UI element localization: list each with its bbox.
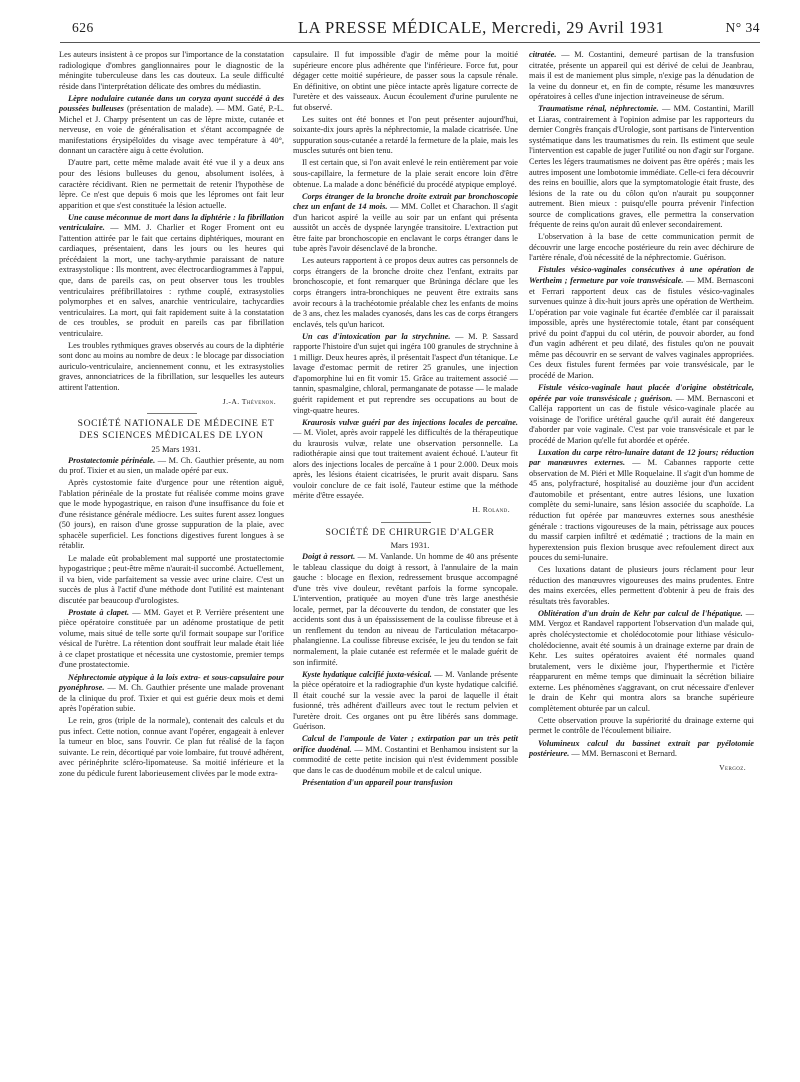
article-title: Présentation d'un appareil pour transfusion — [302, 778, 453, 788]
article-body: — M. Ch. Gauthier présente une malade provenant de la clinique du prof. Tixier et qui est guérie deux mois et demi après l'opération subie. — [59, 683, 284, 714]
article-title: Fistules vésico-vaginales consécutives à une opération de Wertheim ; fermeture par voie transvésicale. — [529, 265, 754, 285]
article-kraurosis — [293, 418, 518, 502]
article-title: Luxation du carpe rétro-lunaire datant de 12 jours; réduction par manœuvres externes. — [529, 447, 754, 468]
article-title: Corps étranger de la bronche droite extrait par bronchoscopie chez un enfant de 14 mois. — [293, 191, 518, 212]
issue-number: N° 34 — [725, 20, 760, 35]
article-title: Fistule vésico-vaginale haut placée d'origine obstétricale, opérée par voie transvésicale ; guérison. — [529, 382, 754, 403]
article-body: (présentation de malade). — MM. Gaté, P.-L. Michel et J. Charpy présentent un cas de lèpre mixte, cutanée et nerveuse, en voie de généralisation et s'étant accompagnée de manifestations érysipéloïdes du visage avec température à 40°, donnant un caractère aigu à cette évolution. — [59, 104, 284, 156]
article-title: citratée. — [529, 50, 557, 59]
article-strychnine — [293, 332, 518, 416]
signature: H. Roland. — [472, 504, 510, 514]
column-3 — [529, 50, 754, 779]
article-body: — MM. Bernasconi et Ferrari rapportent deux cas de fistules vésico-vaginales survenues quinze à dix-huit jours après une opération de Wertheim. L'opération par voie vaginale fut écartée d'emblée car il paraissait impossible, après une hystérectomie totale, étant par conséquent privé du point d'appui du col utérin, de pouvoir aborder, au fond d'un vagin adhérent et peu dilaté, des fistules qu'on ne pouvait même pas découvrir en se servant de valves vaginales appropriées. Ces deux fistules furent fermées par voie transvésicale, par le procédé de Marion. — [529, 275, 754, 380]
paragraph: Ces luxations datant de plusieurs jours réclament pour leur réduction des manœuvres vigoureuses des mains prudentes. Entre des mains exercées, elles permettent d'obtenir à peu de frais des résultats très favorables. — [529, 565, 754, 606]
article-calcul-bassinet — [529, 739, 754, 760]
paragraph: Les troubles rythmiques graves observés au cours de la diphtérie sont donc au moins au nombre de deux : le blocage par dissociation auriculo-ventriculaire, anciennement connu, et les extrasystolies graves, annonciatrices de la fibrillation, sur lesquelles les auteurs attirent l'attention. — [59, 340, 284, 392]
paragraph: Les suites ont été bonnes et l'on peut présenter aujourd'hui, soixante-dix jours après la néphrectomie, la malade cicatrisée. Une suppuration sous-cutanée a retardé la fermeture de la plaie, mais les muscles suturés ont bien tenu. — [293, 114, 518, 156]
article-drain-kehr — [529, 609, 754, 714]
article-fistules-wertheim — [529, 265, 754, 381]
article-body: — M. Violet, après avoir rappelé les difficultés de la thérapeutique du kraurosis vulvæ, relate une observation personnelle. La radiothérapie ainsi que tout traitement avaient échoué. L'auteur fit alors des injections locales de percaïne à 1 pour 2.000. Deux mois après, les lésions étaient cicatrisées, le prurit avait disparu. Sans vouloir conclure de ce fait isolé, l'auteur estime que la méthode mérite d'être essayée. — [293, 428, 518, 501]
article-prostatectomie — [59, 456, 284, 477]
article-title: Prostatectomie périnéale. — [68, 455, 156, 465]
article-body: — M. Costantini, demeuré partisan de la transfusion citratée, présente un appareil qui est dérivé de celui de Jeanbrau, mais il est de maniement plus simple, n'exige pas la dénudation de la veine du donneur et, en fin de compte, résume les manœuvres opératoires à celles d'une injection intraveineuse de sérum. — [529, 50, 754, 102]
page-number: 626 — [72, 20, 94, 35]
paragraph: Le malade eût probablement mal supporté une prostatectomie hypogastrique ; peut-être même n'aurait-il succombé. Actuellement, il va bien, vide parfaitement sa vessie avec urine claire. C'est un succès de plus à l'actif d'une méthode dont l'utilité est maintenant discutée par beaucoup d'urologistes. — [59, 553, 284, 605]
article-body: — MM. Costantini et Benhamou insistent sur la commodité de cette petite incision qui n'est évidemment possible que dans le cas de duodénum mobile et de calcul unique. — [293, 744, 518, 775]
article-title: Un cas d'intoxication par la strychnine. — [302, 331, 451, 341]
article-kyste — [293, 670, 518, 733]
divider — [147, 413, 197, 414]
paragraph: Après cystostomie faite d'urgence pour une rétention aiguë, l'ablation périnéale de la prostate fut réalisée comme moins grave que le mode hypogastrique, en raison d'une insuffisance du foie et d'une résistance générale médiocre. Les suites furent assez longues (50 jours), en raison d'une grosse suppuration de la plaie, avec sphacèle superficiel. Les fonctions digestives furent longues à se rétablir. — [59, 478, 284, 551]
article-nephrectomie — [59, 673, 284, 715]
article-fistule-obstetricale — [529, 383, 754, 446]
article-doigt-ressort — [293, 552, 518, 668]
column-2 — [293, 50, 518, 790]
article-body: — MM. Vergoz et Randavel rapportent l'observation d'un malade qui, après cholécystectomie et cholédocotomie pour lithiase vésiculo-cholédocienne, avait été soumis à un drainage externe par drain de Kehr. Les suites opératoires avaient été normales quand brutalement, vers le dixième jour, l'hyperthermie et l'ictère réapparurent en même temps que diminuait la sécrétion biliaire externe. Les phénomènes s'aggravant, on crut nécessaire d'enlever le drain de Kehr qui montra alors sa branche supérieure complètement obturée par un calcul. — [529, 608, 755, 713]
article-title: Volumineux calcul du bassinet extrait par pyélotomie postérieure. — [529, 738, 754, 759]
article-body: — MM. Bernasconi et Calléja rapportent un cas de fistule vésico-vaginale placée au voisinage de l'orifice urétéral gauche qu'il aurait été dangereux d'aborder par voie vaginale. C'est par voie transvésicale et par le procédé de Marion qu'elle fut abordée et opérée. — [529, 393, 755, 445]
paragraph: Cette observation prouve la supériorité du drainage externe qui permet le contrôle de l'écoulement biliaire. — [529, 715, 754, 736]
article-calcul-vater — [293, 734, 518, 776]
section-title: SOCIÉTÉ DE CHIRURGIE D'ALGER — [325, 526, 495, 538]
article-diphterie — [59, 213, 284, 340]
paragraph: L'observation à la base de cette communication permit de découvrir une large encoche postérieure du rein avec déchirure de l'artère rénale, d'où nécessité de la néphrectomie. Guérison. — [529, 232, 754, 263]
article-body: — MM. J. Charlier et Roger Froment ont eu l'attention attirée par le fait que certains diphtériques, mourant en cardiaques, présentaient, dans les jours ou les heures qui précédaient la mort, une tachy-arythmie paraissant de nature extrasystolique : Ils montrent, avec électrocardiogrammes à l'appui, que, dans de pareils cas, on peut observer tous les troubles ventriculaires préfibrillatoires : rythme couplé, extrasystolies polymorphes et en salves, anarchie ventriculaire, tachycardies ventriculaires. La mort, qui fait rapidement suite à la constatation de ces troubles, se produit en pareils cas par fibrillation ventriculaire. — [59, 223, 284, 338]
article-body: — M. P. Sassard rapporte l'histoire d'un sujet qui ingéra 100 granules de strychnine à 1 milligr. Deux heures après, il présentait l'aspect d'un tétanique. Le lavage d'estomac permit de retirer 25 granules, une injection d'apomorphine lui en fit vomir 15. Grâce au traitement associé — tannin, spasmalgine, chloral, permanganate de potasse — le malade guérit rapidement et put reprendre ses occupations au bout de vingt-quatre heures. — [293, 331, 518, 415]
article-traumatisme-renal — [529, 104, 754, 231]
article-body: — MM. Collet et Charachon. Il s'agit d'un haricot aspiré la veille au soir par un enfant qui présenta aussitôt un accès de dyspnée laryngée transitoire. L'extraction put être faite par bronchoscopie en enclavant le corps étranger dans le tube après l'avoir désenclavé de la bronche. — [293, 202, 518, 254]
article-body: — M. Ch. Gauthier présente, au nom du prof. Tixier et au sien, un malade opéré par eux. — [59, 455, 284, 476]
article-body: — MM. Gayet et P. Verrière présentent une pièce opératoire constituée par un adénome prostatique de petit volume, mais situé de telle sorte qu'il formait soupape sur l'orifice vésical de l'urètre. La rétention dont souffrait leur malade était liée à ce clapet prostatique et nécessita une cystostomie, premier temps d'une prostatectomie. — [59, 607, 284, 670]
article-title: Traumatisme rénal, néphrectomie. — [538, 104, 659, 114]
section-title: SOCIÉTÉ NATIONALE DE MÉDECINE ET DES SCIENCES MÉDICALES DE LYON — [77, 418, 275, 442]
article-body: — MM. Costantini, Marill et Liaras, contrairement à l'opinion admise par les rapporteurs du dernier Congrès français d'Urologie, sont partisans de l'intervention systématique dans les traumatismes du rein. Ils estiment que seule l'intervention est capable de juger l'utilité ou non d'agir sur l'organe. Certes les légers traumatismes ne doivent pas être opérés ; mais les autres imposent une lombotomie immédiate. Celle-ci fera découvrir des reins en bouillie, alors que la symptomatologie était fruste, des lésions de la rate ou du côlon qu'on n'aurait pu soupçonner autrement. Bien mieux : puisqu'elle pourra prévenir l'infection source de complications graves, elle permettra la conservation fréquente de reins qu'on aurait dû enlever secondairement. — [529, 104, 754, 230]
paragraph: Il est certain que, si l'on avait enlevé le rein entièrement par voie sous-capillaire, la fermeture de la plaie serait encore loin d'être obtenue. La malade a donc bénéficié du procédé atypique employé. — [293, 158, 518, 189]
article-luxation-carpe — [529, 448, 754, 564]
article-title: Néphrectomie atypique à la lois extra- et sous-capsulaire pour pyonéphrose. — [59, 672, 284, 693]
article-title: Kraurosis vulvæ guéri par des injections locales de percaïne. — [302, 417, 518, 427]
article-body: — M. Cabannes rapporte cette observation de M. Piéri et Mlle Roquelaine. Il s'agit d'un homme de 45 ans, polyfracturé, hospitalisé au douzième jour d'un accident d'automobile et présentant, entre autres lésions, une luxation complète du semi-lunaire, sans lésion associée du scaphoïde. La réduction fut opérée par manœuvres externes sous anesthésie générale : tractions vigoureuses de la main, pétrissage aux pouces du massif carpien infiltré et œdématié ; tractions de la main en hyperextension puis flexion brusque avec refoulement direct aux pouces du semi-lunaire. — [529, 458, 754, 563]
article-corps-etranger — [293, 192, 518, 255]
paragraph: capsulaire. Il fut impossible d'agir de même pour la moitié supérieure encore plus adhérente que l'inférieure. Force fut, pour dégager cette moitié supérieure, de passer sous la capsule rénale. En définitive, on obtint une pièce intacte après ligature correcte de l'uretère et des vaisseaux. Aucun écoulement d'urine purulente ne fut observé. — [293, 50, 518, 112]
article-body: — M. Vanlande. Un homme de 40 ans présente le tableau classique du doigt à ressort, à l'annulaire de la main gauche : blocage en flexion, redressement brusque accompagné d'une très vive douleur, revêtant parfois la forme syncopale. L'intervention, pratiquée au moyen d'une très large anesthésie locale, permet, par la découverte du tendon, de constater que les accidents sont dus à un épaississement de la coulisse fibreuse et à un renflement du tendon au niveau de l'articulation métacarpo-phalangienne. La coulisse fibreuse excisée, le jeu du tendon se fait normalement, la plaie cutanée est refermée et le malade guérit de son infirmité. — [293, 552, 518, 667]
article-body: — MM. Bernasconi et Bernard. — [569, 749, 677, 759]
divider — [381, 522, 431, 523]
article-title: Prostate à clapet. — [68, 607, 130, 617]
column-1 — [59, 50, 284, 781]
journal-title: LA PRESSE MÉDICALE, Mercredi, 29 Avril 1931 — [298, 18, 665, 37]
article-title: Oblitération d'un drain de Kehr par calcul de l'hépatique. — [538, 608, 743, 618]
signature: J.-A. Thévenon. — [222, 396, 276, 406]
paragraph: Les auteurs rapportent à ce propos deux autres cas personnels de corps étrangers de la bronche droite chez l'enfant, extraits par bronchoscopie, et font remarquer que Brüninga déclare que les corps étrangers intra-bronchiques ne peuvent être extraits sans avoir recours à la trachéotomie préalable chez les enfants de moins de 3 ans, chez les malades cyanosés, dans les cas de corps étrangers enclavés, tels qu'un haricot. — [293, 256, 518, 329]
article-lepre — [59, 94, 284, 157]
signature: Vergoz. — [719, 762, 746, 772]
section-date: Mars 1931. — [390, 540, 430, 551]
article-title: Kyste hydatique calcifié juxta-vésical. — [302, 669, 432, 679]
article-transfusion-title — [293, 778, 518, 789]
section-date: 25 Mars 1931. — [151, 443, 201, 454]
paragraph: Le rein, gros (triple de la normale), contenait des calculs et du pus infect. Cette notion, connue avant l'opérer, engageait à enlever la tumeur en bloc, sans l'ouvrir. Ce plan fut réalisé de la façon suivante. Le rein, décortiqué par voie lombaire, fut trouvé adhérent, avec périnéphrite scléro-lipomateuse. Sa moitié inférieure et la zone du pédicule furent laborieusement clivées par le mode extra- — [59, 716, 284, 778]
paragraph: Les auteurs insistent à ce propos sur l'importance de la constatation radiologique d'ombres ganglionnaires pour le diagnostic de la méningite tuberculeuse dans les cas douteux. La seule difficulté réside dans l'interprétation délicate des ombres du médiastin. — [59, 50, 284, 91]
article-prostate-clapet — [59, 608, 284, 671]
page-header — [60, 18, 760, 40]
article-body: — M. Vanlande présente la pièce opératoire et la radiographie d'un kyste hydatique calcifié. Il était couché sur la vessie avec la paroi de laquelle il était fusionné, très adhérent d'ailleurs avec tout le rectum pelvien et l'uretère droit. Ces organes ont pu être libérés sans dommage. Guérison. — [293, 669, 518, 732]
article-title: Une cause méconnue de mort dans la diphtérie : la fibrillation ventriculaire. — [59, 212, 284, 233]
article-title: Calcul de l'ampoule de Vater ; extirpation par un très petit orifice duodénal. — [293, 734, 518, 754]
header-rule — [60, 42, 760, 43]
article-title: Lèpre nodulaire cutanée dans un coryza ayant succédé à des poussées bulleuses — [59, 93, 284, 114]
paragraph: D'autre part, cette même malade avait été vue il y a deux ans pour des lésions bulleuses du genou, absolument isolées, à caractère récidivant. Rien ne permettait de retenir l'hypothèse de lèpre. Ce n'est que depuis 6 mois que les lépromes ont fait leur apparition et que s'est constituée la lésion actuelle. — [59, 158, 284, 210]
article-title: Doigt à ressort. — [302, 552, 356, 562]
article-transfusion — [529, 50, 754, 103]
